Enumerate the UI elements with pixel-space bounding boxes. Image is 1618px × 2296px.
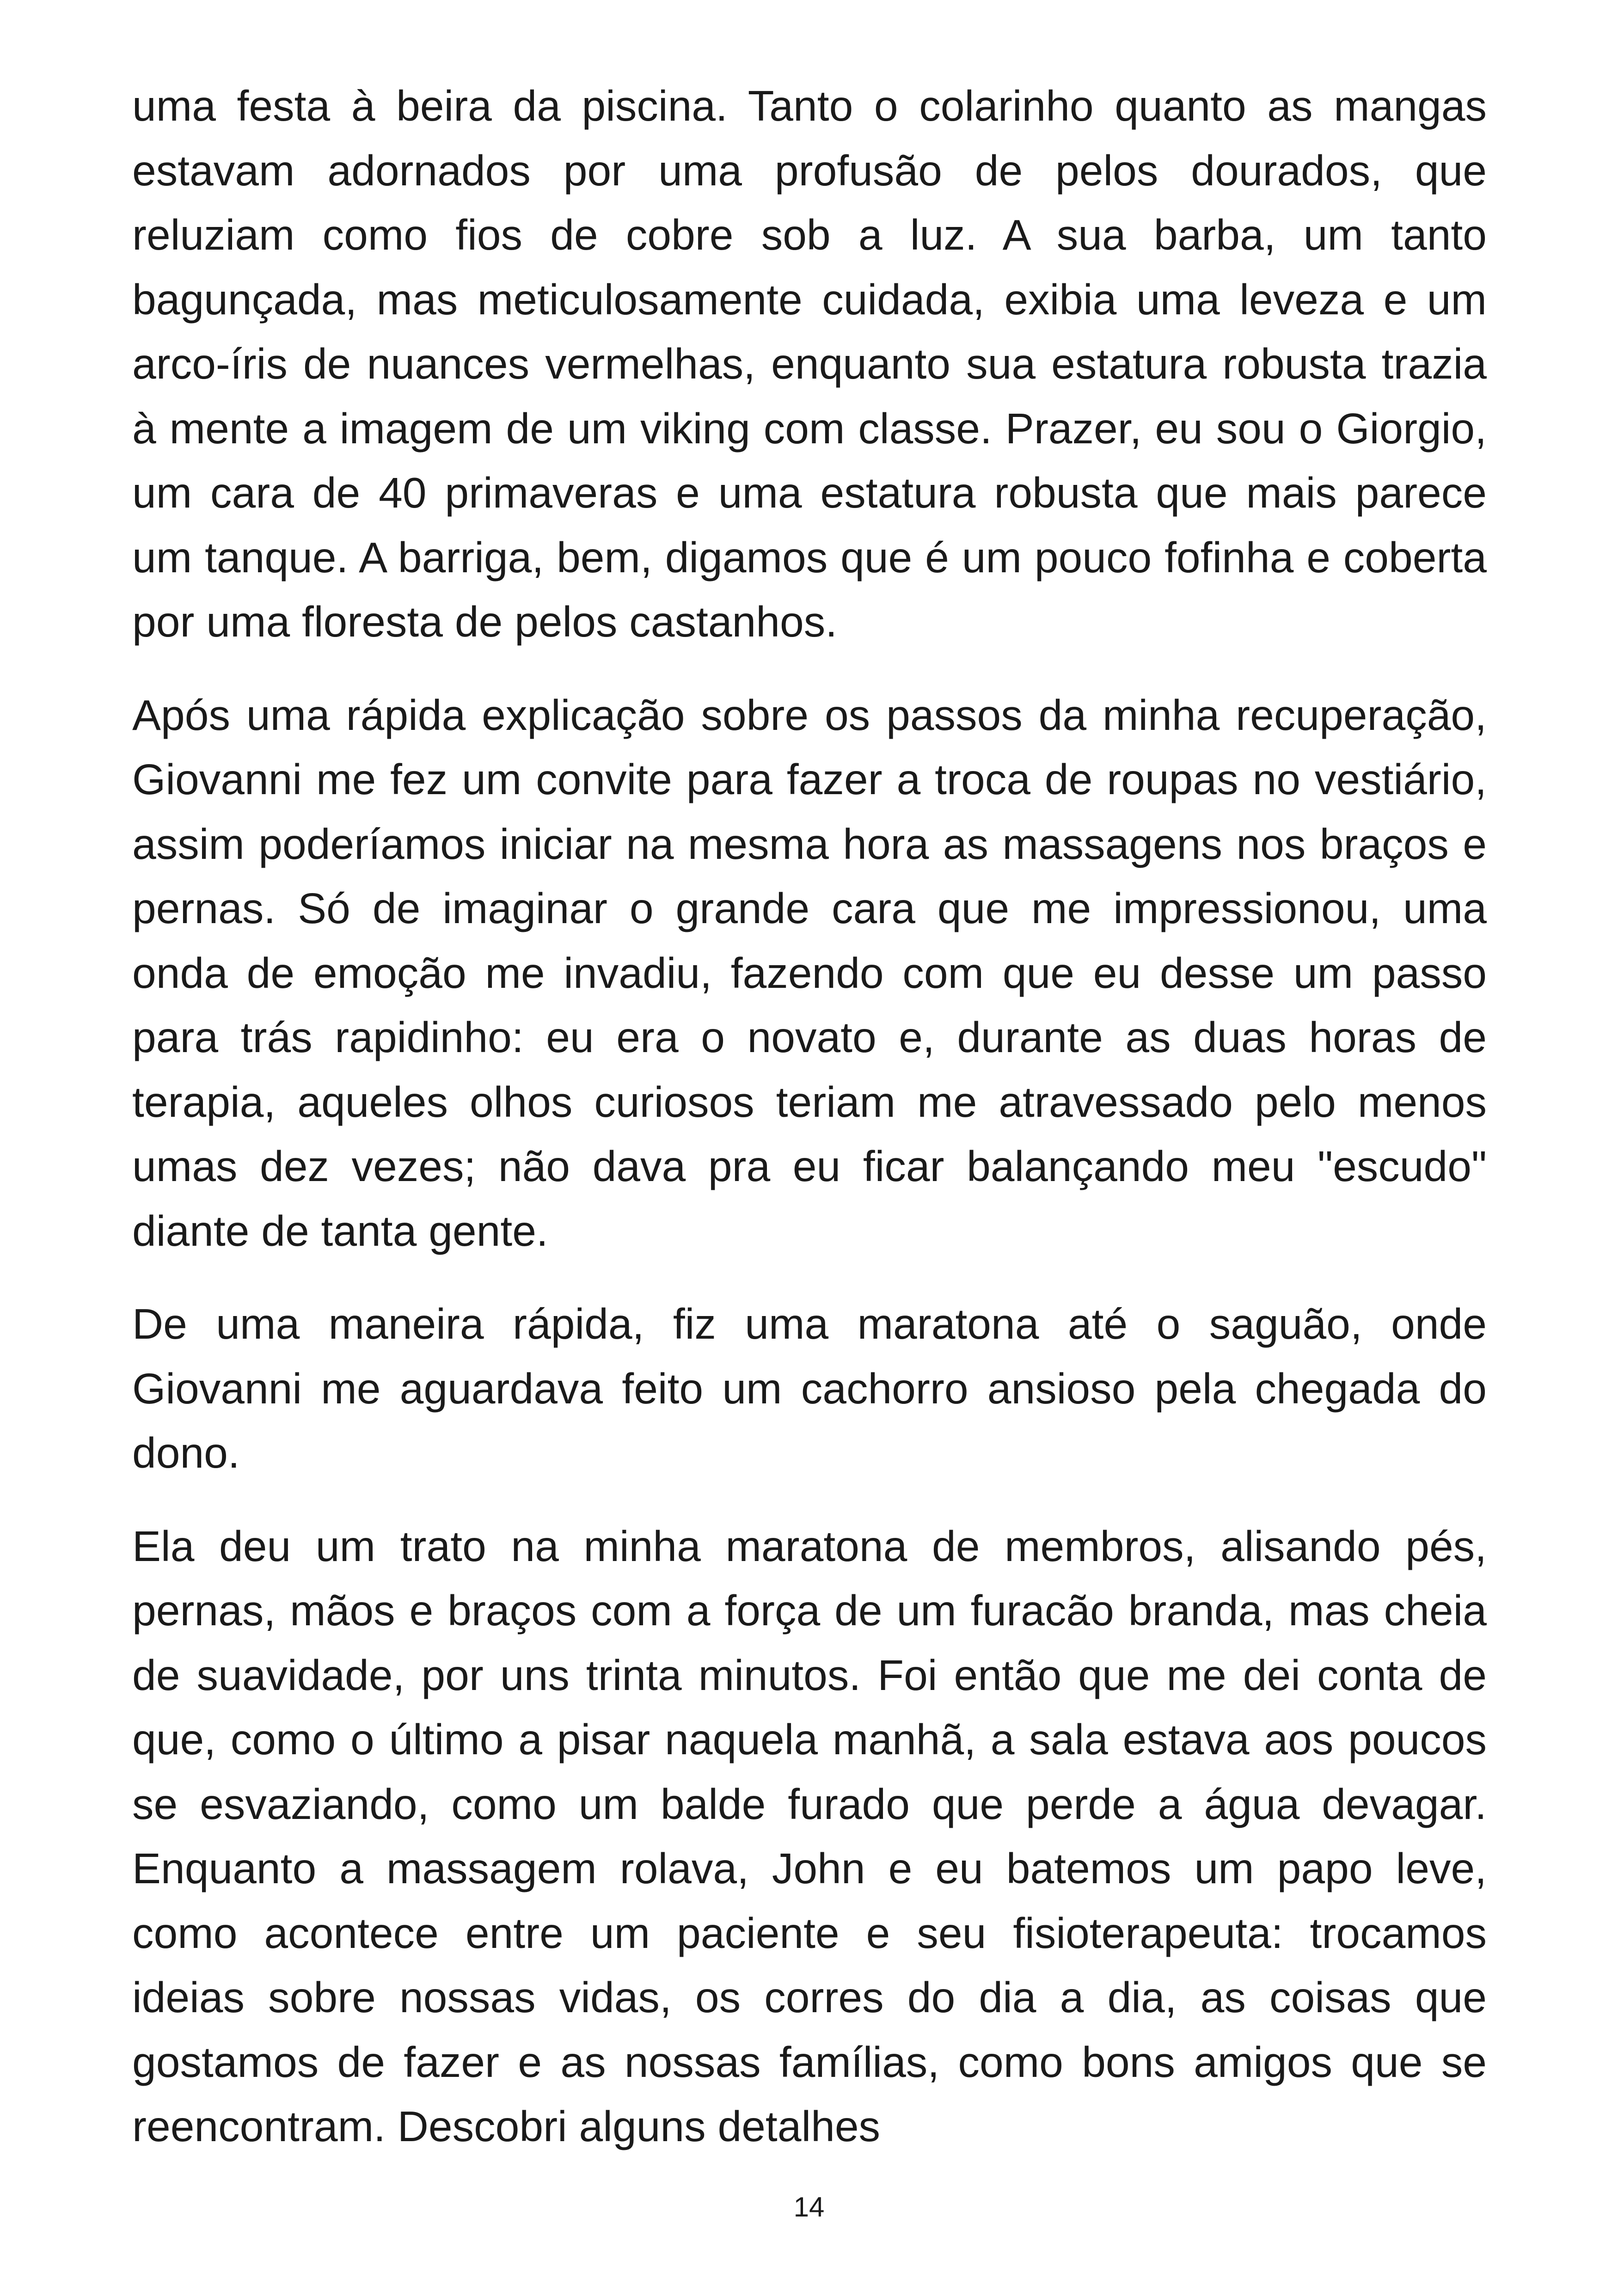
body-text xyxy=(132,74,1487,2188)
paragraph-4: Ela deu um trato na minha maratona de membros, alisando pés, pernas, mãos e braços com a força de um furacão branda, mas cheia de suavidade, por uns trinta minutos. Foi então que me dei conta de que, como o último a pisar naquela manhã, a sala estava aos poucos se esvaziando, como um balde furado que perde a água devagar. Enquanto a massagem rolava, John e eu batemos um papo leve, como acontece entre um paciente e seu fisioterapeuta: trocamos ideias sobre nossas vidas, os corres do dia a dia, as coisas que gostamos de fazer e as nossas famílias, como bons amigos que se reencontram. Descobri alguns detalhes xyxy=(132,1522,1487,2150)
paragraph-2: Após uma rápida explicação sobre os passos da minha recuperação, Giovanni me fez um convite para fazer a troca de roupas no vestiário, assim poderíamos iniciar na mesma hora as massagens nos braços e pernas. Só de imaginar o grande cara que me impressionou, uma onda de emoção me invadiu, fazendo com que eu desse um passo para trás rapidinho: eu era o novato e, durante as duas horas de terapia, aqueles olhos curiosos teriam me atravessado pelo menos umas dez vezes; não dava pra eu ficar balançando meu "escudo" diante de tanta gente. xyxy=(132,691,1487,1255)
paragraph-1: uma festa à beira da piscina. Tanto o colarinho quanto as mangas estavam adornados por uma profusão de pelos dourados, que reluziam como fios de cobre sob a luz. A sua barba, um tanto bagunçada, mas meticulosamente cuidada, exibia uma leveza e um arco-íris de nuances vermelhas, enquanto sua estatura robusta trazia à mente a imagem de um viking com classe. Prazer, eu sou o Giorgio, um cara de 40 primaveras e uma estatura robusta que mais parece um tanque. A barriga, bem, digamos que é um pouco fofinha e coberta por uma floresta de pelos castanhos. xyxy=(132,82,1487,646)
page-number: 14 xyxy=(793,2192,825,2223)
paragraph-3: De uma maneira rápida, fiz uma maratona até o saguão, onde Giovanni me aguardava feito um cachorro ansioso pela chegada do dono. xyxy=(132,1300,1487,1477)
